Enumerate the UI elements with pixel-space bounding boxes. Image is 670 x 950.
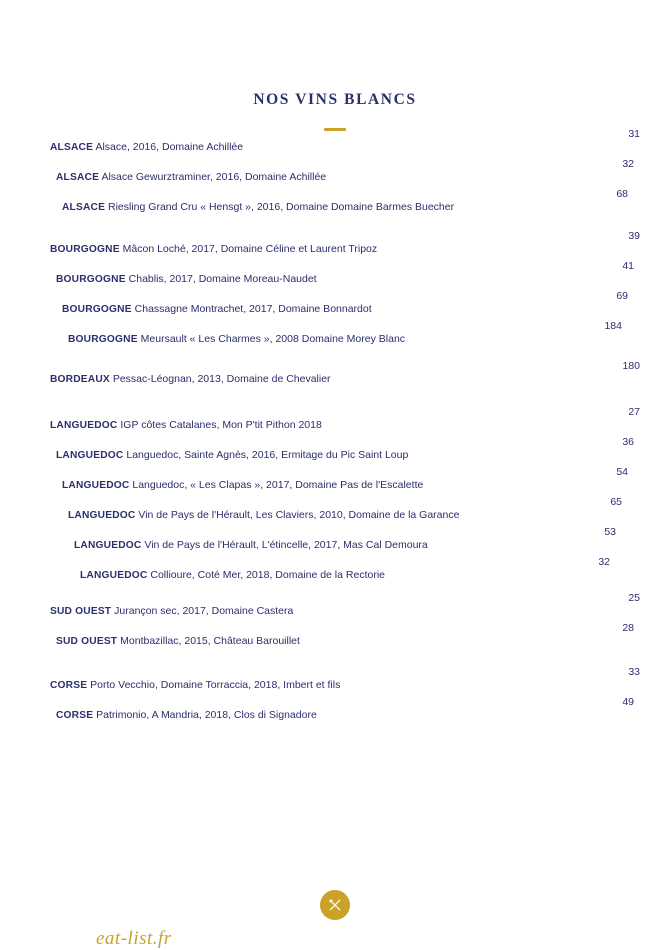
menu-item-price: 32 (622, 158, 634, 170)
menu-group (0, 666, 670, 734)
menu-item-description: IGP côtes Catalanes, Mon P'tit Pithon 2018 (120, 419, 322, 431)
menu-item-description: Porto Vecchio, Domaine Torraccia, 2018, Imbert et fils (90, 679, 341, 691)
menu-item-price: 32 (598, 556, 610, 568)
menu-item-price: 39 (628, 230, 640, 242)
crossed-utensils-icon (320, 890, 350, 920)
menu-item-price: 36 (622, 436, 634, 448)
menu-item-price: 25 (628, 592, 640, 604)
menu-item-price: 184 (604, 320, 622, 332)
brand-wordmark: eat-list.fr (96, 928, 172, 949)
menu-item-description: Montbazillac, 2015, Château Barouillet (120, 635, 300, 647)
menu-item-region: LANGUEDOC (68, 510, 136, 521)
menu-item-price: 180 (622, 360, 640, 372)
menu-group (0, 592, 670, 660)
page-title: NOS VINS BLANCS (253, 91, 417, 108)
menu-group (0, 128, 670, 224)
menu-item-region: CORSE (56, 710, 94, 721)
menu-item[interactable] (0, 320, 670, 354)
menu-item[interactable] (0, 360, 670, 400)
menu-item-description: Riesling Grand Cru « Hensgt », 2016, Domaine Domaine Barmes Buecher (108, 201, 455, 213)
menu-item-description: Chassagne Montrachet, 2017, Domaine Bonnardot (134, 303, 372, 315)
menu-item-description: Languedoc, Sainte Agnès, 2016, Ermitage du Pic Saint Loup (126, 449, 409, 461)
menu-item-description: Vin de Pays de l'Hérault, Les Claviers, 2010, Domaine de la Garance (138, 509, 460, 521)
menu-item-region: SUD OUEST (56, 636, 118, 647)
menu-item-description: Chablis, 2017, Domaine Moreau-Naudet (128, 273, 317, 285)
menu-item[interactable] (0, 666, 670, 706)
menu-item-region: ALSACE (62, 202, 106, 213)
menu-item-description: Collioure, Coté Mer, 2018, Domaine de la Rectorie (150, 569, 385, 581)
menu-item-description: Alsace Gewurztraminer, 2016, Domaine Achillée (101, 171, 327, 183)
menu-item-description: Mâcon Loché, 2017, Domaine Céline et Laurent Tripoz (122, 243, 378, 255)
menu-item[interactable] (0, 696, 670, 734)
menu-item-price: 27 (628, 406, 640, 418)
menu-item-description: Jurançon sec, 2017, Domaine Castera (114, 605, 294, 617)
menu-item-region: ALSACE (56, 172, 100, 183)
menu-item-region: BOURGOGNE (56, 274, 126, 285)
menu-item[interactable] (0, 526, 670, 558)
menu-item-description: Languedoc, « Les Clapas », 2017, Domaine Pas de l'Escalette (132, 479, 424, 491)
menu-item-region: LANGUEDOC (50, 420, 118, 431)
menu-item-region: BORDEAUX (50, 374, 110, 385)
menu-item-region: LANGUEDOC (62, 480, 130, 491)
menu-group (0, 360, 670, 400)
menu-item-description: Pessac-Léognan, 2013, Domaine de Chevalier (112, 373, 331, 385)
wine-list (0, 128, 670, 752)
menu-item-region: CORSE (50, 680, 88, 691)
menu-group (0, 406, 670, 586)
menu-item-region: BOURGOGNE (68, 334, 138, 345)
menu-item-price: 69 (616, 290, 628, 302)
menu-item-region: SUD OUEST (50, 606, 112, 617)
menu-item-region: BOURGOGNE (50, 244, 120, 255)
menu-item-price: 28 (622, 622, 634, 634)
menu-item[interactable] (0, 230, 670, 270)
menu-item-price: 54 (616, 466, 628, 478)
menu-item[interactable] (0, 128, 670, 168)
menu-item-price: 53 (604, 526, 616, 538)
menu-item-description: Alsace, 2016, Domaine Achillée (95, 141, 244, 153)
menu-item-price: 41 (622, 260, 634, 272)
menu-item-price: 68 (616, 188, 628, 200)
menu-item-price: 49 (622, 696, 634, 708)
menu-item-price: 33 (628, 666, 640, 678)
gold-divider (324, 128, 346, 131)
menu-group (0, 230, 670, 354)
menu-item-description: Patrimonio, A Mandria, 2018, Clos di Signadore (96, 709, 317, 721)
menu-item-description: Meursault « Les Charmes », 2008 Domaine Morey Blanc (140, 333, 406, 345)
menu-item[interactable] (0, 406, 670, 446)
menu-item-region: ALSACE (50, 142, 94, 153)
menu-item[interactable] (0, 558, 670, 586)
menu-item-region: BOURGOGNE (62, 304, 132, 315)
menu-item-description: Vin de Pays de l'Hérault, L'étincelle, 2017, Mas Cal Demoura (144, 539, 428, 551)
menu-item[interactable] (0, 188, 670, 224)
menu-item-region: LANGUEDOC (80, 570, 148, 581)
menu-item[interactable] (0, 622, 670, 660)
menu-item-price: 65 (610, 496, 622, 508)
menu-item-region: LANGUEDOC (56, 450, 124, 461)
menu-item-region: LANGUEDOC (74, 540, 142, 551)
menu-item[interactable] (0, 592, 670, 632)
menu-item-price: 31 (628, 128, 640, 140)
